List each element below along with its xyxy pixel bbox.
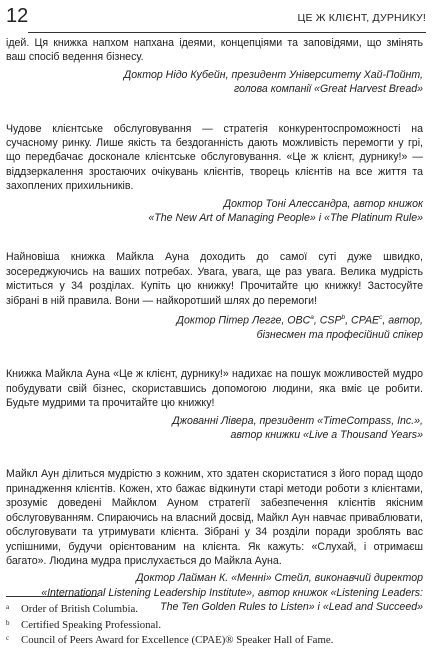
endorsement-attribution	[6, 197, 423, 226]
endorsement-text: Книжка Майкла Ауна «Це ж клієнт, дурнику!» надихає на пошук можливостей мудро побудувати свій бізнес, скориставшись допомогою людини, яка вміє це робити. Будьте мудрими та прочитайте цю книжку!	[6, 368, 423, 410]
endorsement-text: Майкл Аун ділиться мудрістю з кожним, хто здатен скористатися з його порад щодо принадження клієнтів. Кожен, хто бажає відкинути старі методи роботи з клієнтами, зрозуміє доведені Майклом Ауном стратегії забезпечення клієнтів якісним обслуговуванням. Спираючись на власний досвід, Майкл Аун навчає приваблювати, обслуговувати та утримувати клієнта. Зібрані у 34 розділи поради зроблять вас успішними, будучи орієнтованим на клієнта. Як кажуть: «Слухай, і отримаєш багато». Людина мудра прислухається до Майкла Ауна.	[6, 468, 423, 567]
endorsement-attribution	[6, 311, 423, 342]
endorsement-5	[6, 467, 423, 614]
endorsement-text: Найновіша книжка Майкла Ауна доходить до самої суті дуже швидко, зосереджуючись на ваших потребах. Увага, увага, ще раз увага. Велика мудрість міститься у 34 розділах. Купіть цю книжку! Прочитайте цю книжку! Застосуйте зібрані в ній правила. Вони — найкоротший шлях до перемоги!	[6, 251, 423, 307]
attribution-line: Доктор Тоні Алессандра, автор книжок	[223, 197, 423, 210]
footnote-b	[6, 617, 426, 633]
footnotes	[6, 601, 426, 648]
attribution-line: бізнесмен та професійний спікер	[256, 329, 423, 342]
endorsement-text: Чудове клієнтське обслуговування — стратегія конкурентоспроможності на сучасному ринку. Лише якість та бездоганність дають можливість перемогти у грі, що передбачає досконале клієнтське обслуговування. «Це ж клієнт, дурнику!» — віддзеркалення зростаючих очікувань клієнтів, творець клієнтів на все життя та захоплених прихильників.	[6, 122, 423, 193]
endorsement-2	[6, 122, 423, 226]
footnote-a	[6, 601, 426, 617]
attribution-line: «The New Art of Managing People» і «The Platinum Rule»	[148, 212, 423, 225]
endorsement-4	[6, 367, 423, 442]
attribution-line: «International Listening Leadership Institute», автор книжок «Listening Leaders:	[41, 586, 423, 599]
endorsement-1	[6, 36, 423, 97]
footnote-text: Order of British Columbia.	[21, 603, 138, 615]
page-header	[6, 4, 426, 32]
attribution-line: голова компанії «Great Harvest Bread»	[233, 83, 423, 96]
page-body	[6, 36, 423, 615]
endorsement-attribution	[6, 68, 423, 97]
footnote-mark: a	[6, 603, 10, 611]
attribution-line: The Ten Golden Rules to Listen» і «Lead and Succeed»	[160, 601, 423, 614]
footnote-c	[6, 632, 426, 648]
footnote-ref-a: a	[310, 314, 314, 322]
footnote-mark: c	[6, 634, 10, 643]
attribution-line: Доктор Пітер Легге, OBC$^a$, CSP$^b$, CPAE$^c$, автор,	[176, 314, 423, 327]
footnote-text: Council of Peers Award for Excellence (CPAE)® Speaker Hall of Fame.	[21, 634, 334, 647]
footnote-mark: b	[6, 618, 10, 627]
running-title: ЦЕ Ж КЛІЄНТ, ДУРНИКУ!	[297, 12, 426, 24]
page-number: 12	[6, 5, 29, 27]
footnote-rule	[6, 596, 98, 597]
attribution-line: Доктор Нідо Кубейн, президент Університету Хай-Пойнт,	[123, 68, 423, 81]
footnote-ref-c: c	[379, 314, 383, 322]
header-rule	[28, 32, 426, 33]
endorsement-3	[6, 250, 423, 342]
attribution-line: Доктор Лайман К. «Менні» Стейл, виконавчий директор	[136, 572, 423, 585]
attribution-line: автор книжки «Live a Thousand Years»	[230, 429, 423, 442]
footnote-ref-b: b	[341, 314, 346, 322]
footnote-text: Certified Speaking Professional.	[21, 618, 162, 631]
endorsement-text: ідей. Ця книжка напхом напхана ідеями, концепціями та заповідями, що змінять ваш спосіб ведення бізнесу.	[6, 37, 423, 64]
endorsement-attribution	[6, 414, 423, 443]
attribution-line: Джованні Лівера, президент «TimeCompass, Inc.»,	[172, 414, 423, 427]
